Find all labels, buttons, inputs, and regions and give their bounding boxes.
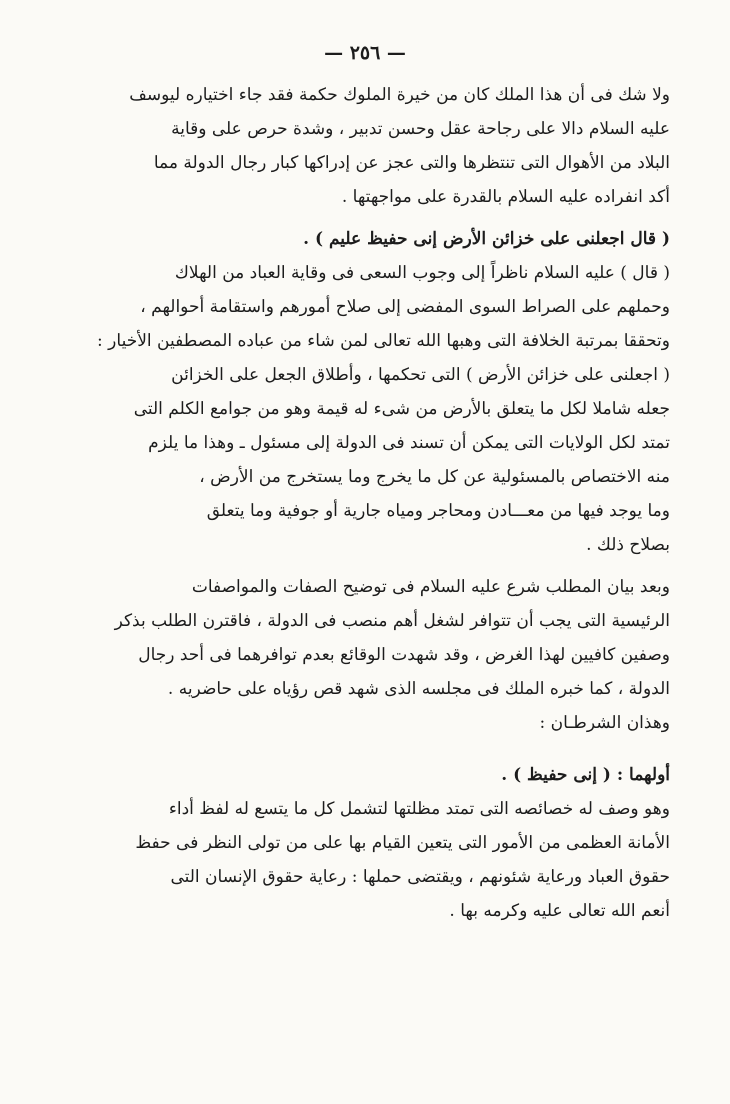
- text-line: الرئيسية التى يجب أن تتوافر لشغل أهم منصب فى الدولة ، فاقترن الطلب بذكر: [114, 611, 670, 631]
- text-line: ( قال ) عليه السلام ناظراً إلى وجوب السعى فى وقاية العباد من الهلاك: [174, 263, 670, 283]
- page-number: — ٢٥٦ —: [324, 42, 406, 64]
- text-line: وما يوجد فيها من معـــادن ومحاجر ومياه جارية أو جوفية وما يتعلق: [206, 501, 670, 521]
- text-line: تمتد لكل الولايات التى يمكن أن تسند فى الدولة إلى مسئول ـ وهذا ما يلزم: [148, 433, 670, 453]
- text-line: وحملهم على الصراط السوى المفضى إلى صلاح أمورهم واستقامة أحوالهم ،: [140, 297, 670, 317]
- section-heading: أولهما : ( إنى حفيظ ) .: [501, 765, 670, 785]
- text-line: أنعم الله تعالى عليه وكرمه بها .: [449, 901, 670, 921]
- paragraph-3: [65, 360, 670, 564]
- text-line: ولا شك فى أن هذا الملك كان من خيرة الملوك حكمة فقد جاء اختياره ليوسف: [129, 85, 670, 105]
- text-line: ( اجعلنى على خزائن الأرض ) التى تحكمها ، وأطلاق الجعل على الخزائن: [171, 365, 670, 385]
- text-line: حقوق العباد ورعاية شئونهم ، ويقتضى حملها : رعاية حقوق الإنسان التى: [170, 867, 670, 887]
- paragraph-6: [65, 794, 670, 930]
- text-line: وهذان الشرطـان :: [539, 713, 670, 733]
- paragraph-2: [65, 258, 670, 360]
- text-line: الأمانة العظمى من الأمور التى يتعين القيام بها على من تولى النظر فى حفظ: [135, 833, 670, 853]
- text-line: وتحققا بمرتبة الخلافة التى وهبها الله تعالى لمن شاء من عباده المصطفين الأخيار :: [97, 331, 670, 351]
- text-line: وصفين كافيين لهذا الغرض ، وقد شهدت الوقائع بعدم توافرهما فى أحد رجال: [138, 645, 670, 665]
- text-line: الدولة ، كما خبره الملك فى مجلسه الذى شهد قص رؤياه على حاضريه .: [167, 679, 670, 699]
- verse-heading: ( قال اجعلنى على خزائن الأرض إنى حفيظ عليم ) .: [303, 229, 670, 249]
- paragraph-4: [65, 572, 670, 708]
- text-line: منه الاختصاص بالمسئولية عن كل ما يخرج وما يستخرج من الأرض ،: [199, 467, 670, 487]
- text-line: وهو وصف له خصائصه التى تمتد مظلتها لتشمل كل ما يتسع له لفظ أداء: [168, 799, 670, 819]
- text-line: عليه السلام دالا على رجاحة عقل وحسن تدبير ، وشدة حرص على وقاية: [171, 119, 670, 139]
- text-line: البلاد من الأهوال التى تنتظرها والتى عجز عن إدراكها كبار رجال الدولة مما: [153, 153, 670, 173]
- text-line: وبعد بيان المطلب شرع عليه السلام فى توضيح الصفات والمواصفات: [191, 577, 670, 597]
- text-line: بصلاح ذلك .: [586, 535, 670, 555]
- page-body: [65, 80, 670, 930]
- paragraph-1: [65, 80, 670, 216]
- text-line: جعله شاملا لكل ما يتعلق بالأرض من شىء له قيمة وهو من جوامع الكلم التى: [133, 399, 670, 419]
- text-line: أكد انفراده عليه السلام بالقدرة على مواجهتها .: [341, 187, 670, 207]
